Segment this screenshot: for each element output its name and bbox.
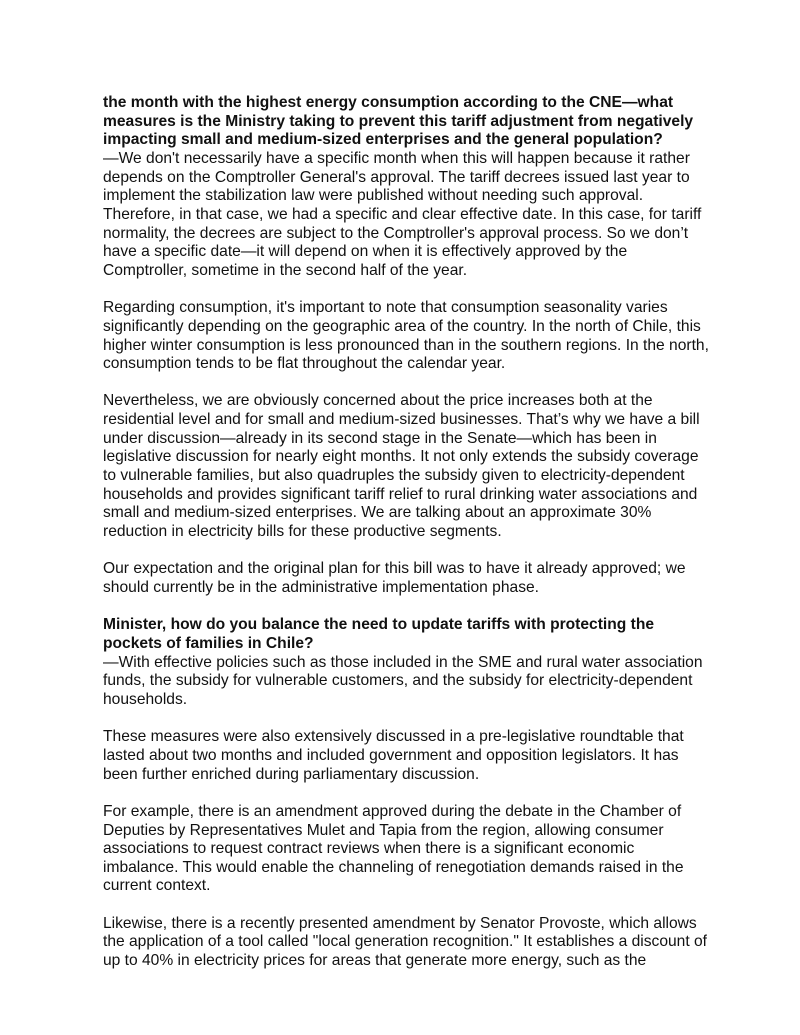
text-line: Nevertheless, we are obviously concerned about the price increases both at the	[103, 392, 653, 410]
text-line: For example, there is an amendment approved during the debate in the Chamber of	[103, 802, 682, 820]
text-line: current context.	[103, 877, 211, 895]
interview-question	[103, 94, 723, 150]
text-line: under discussion—already in its second stage in the Senate—which has been in	[103, 429, 657, 447]
text-line: significantly depending on the geographic area of the country. In the north of Chile, this	[103, 317, 701, 335]
text-line: the application of a tool called "local generation recognition." It establishes a discount of	[103, 933, 708, 951]
text-line: measures is the Ministry taking to prevent this tariff adjustment from negatively	[103, 112, 694, 130]
text-line: Comptroller, sometime in the second half of the year.	[103, 261, 468, 279]
text-line: funds, the subsidy for vulnerable customers, and the subsidy for electricity-dependent	[103, 672, 693, 690]
text-line: consumption tends to be flat throughout the calendar year.	[103, 355, 506, 373]
text-line: Regarding consumption, it's important to note that consumption seasonality varies	[103, 299, 668, 317]
text-line: reduction in electricity bills for these productive segments.	[103, 523, 502, 541]
answer-paragraph	[103, 150, 723, 281]
text-line: associations to request contract reviews when there is a significant economic	[103, 840, 635, 858]
text-line: been further enriched during parliamentary discussion.	[103, 765, 480, 783]
answer-paragraph	[103, 299, 723, 374]
text-line: implement the stabilization law were published without needing such approval.	[103, 187, 644, 205]
text-line: residential level and for small and medium-sized businesses. That’s why we have a bill	[103, 411, 700, 429]
text-line: impacting small and medium-sized enterprises and the general population?	[103, 131, 663, 149]
text-line: Deputies by Representatives Mulet and Tapia from the region, allowing consumer	[103, 821, 664, 839]
text-line: legislative discussion for nearly eight months. It not only extends the subsidy coverage	[103, 448, 699, 466]
text-line: Minister, how do you balance the need to update tariffs with protecting the	[103, 616, 655, 634]
answer-paragraph	[103, 560, 723, 597]
text-line: households.	[103, 690, 188, 708]
text-line: households and provides significant tariff relief to rural drinking water associations and	[103, 485, 698, 503]
text-line: Our expectation and the original plan for this bill was to have it already approved; we	[103, 560, 686, 578]
document-page	[103, 94, 723, 989]
text-line: to vulnerable families, but also quadruples the subsidy given to electricity-dependent	[103, 467, 685, 485]
text-line: depends on the Comptroller General's approval. The tariff decrees issued last year to	[103, 168, 690, 186]
text-line: Likewise, there is a recently presented amendment by Senator Provoste, which allows	[103, 914, 697, 932]
text-line: pockets of families in Chile?	[103, 634, 314, 652]
answer-paragraph	[103, 915, 723, 971]
text-line: small and medium-sized enterprises. We are talking about an approximate 30%	[103, 504, 652, 522]
answer-paragraph	[103, 392, 723, 541]
text-line: normality, the decrees are subject to the Comptroller's approval process. So we don’t	[103, 224, 689, 242]
text-line: —With effective policies such as those included in the SME and rural water association	[103, 653, 703, 671]
text-line: lasted about two months and included government and opposition legislators. It has	[103, 746, 679, 764]
text-line: the month with the highest energy consumption according to the CNE—what	[103, 94, 674, 111]
text-line: should currently be in the administrative implementation phase.	[103, 579, 539, 597]
text-line: —We don't necessarily have a specific month when this will happen because it rather	[103, 149, 690, 167]
text-line: up to 40% in electricity prices for areas that generate more energy, such as the	[103, 952, 647, 970]
text-line: have a specific date—it will depend on when it is effectively approved by the	[103, 243, 628, 261]
text-line: These measures were also extensively discussed in a pre-legislative roundtable that	[103, 728, 684, 746]
text-line: higher winter consumption is less pronounced than in the southern regions. In the north,	[103, 336, 709, 354]
text-line: imbalance. This would enable the channeling of renegotiation demands raised in the	[103, 858, 684, 876]
answer-paragraph	[103, 728, 723, 784]
answer-paragraph	[103, 803, 723, 896]
text-line: Therefore, in that case, we had a specific and clear effective date. In this case, for tariff	[103, 205, 702, 223]
answer-paragraph	[103, 654, 723, 710]
interview-question	[103, 616, 723, 653]
